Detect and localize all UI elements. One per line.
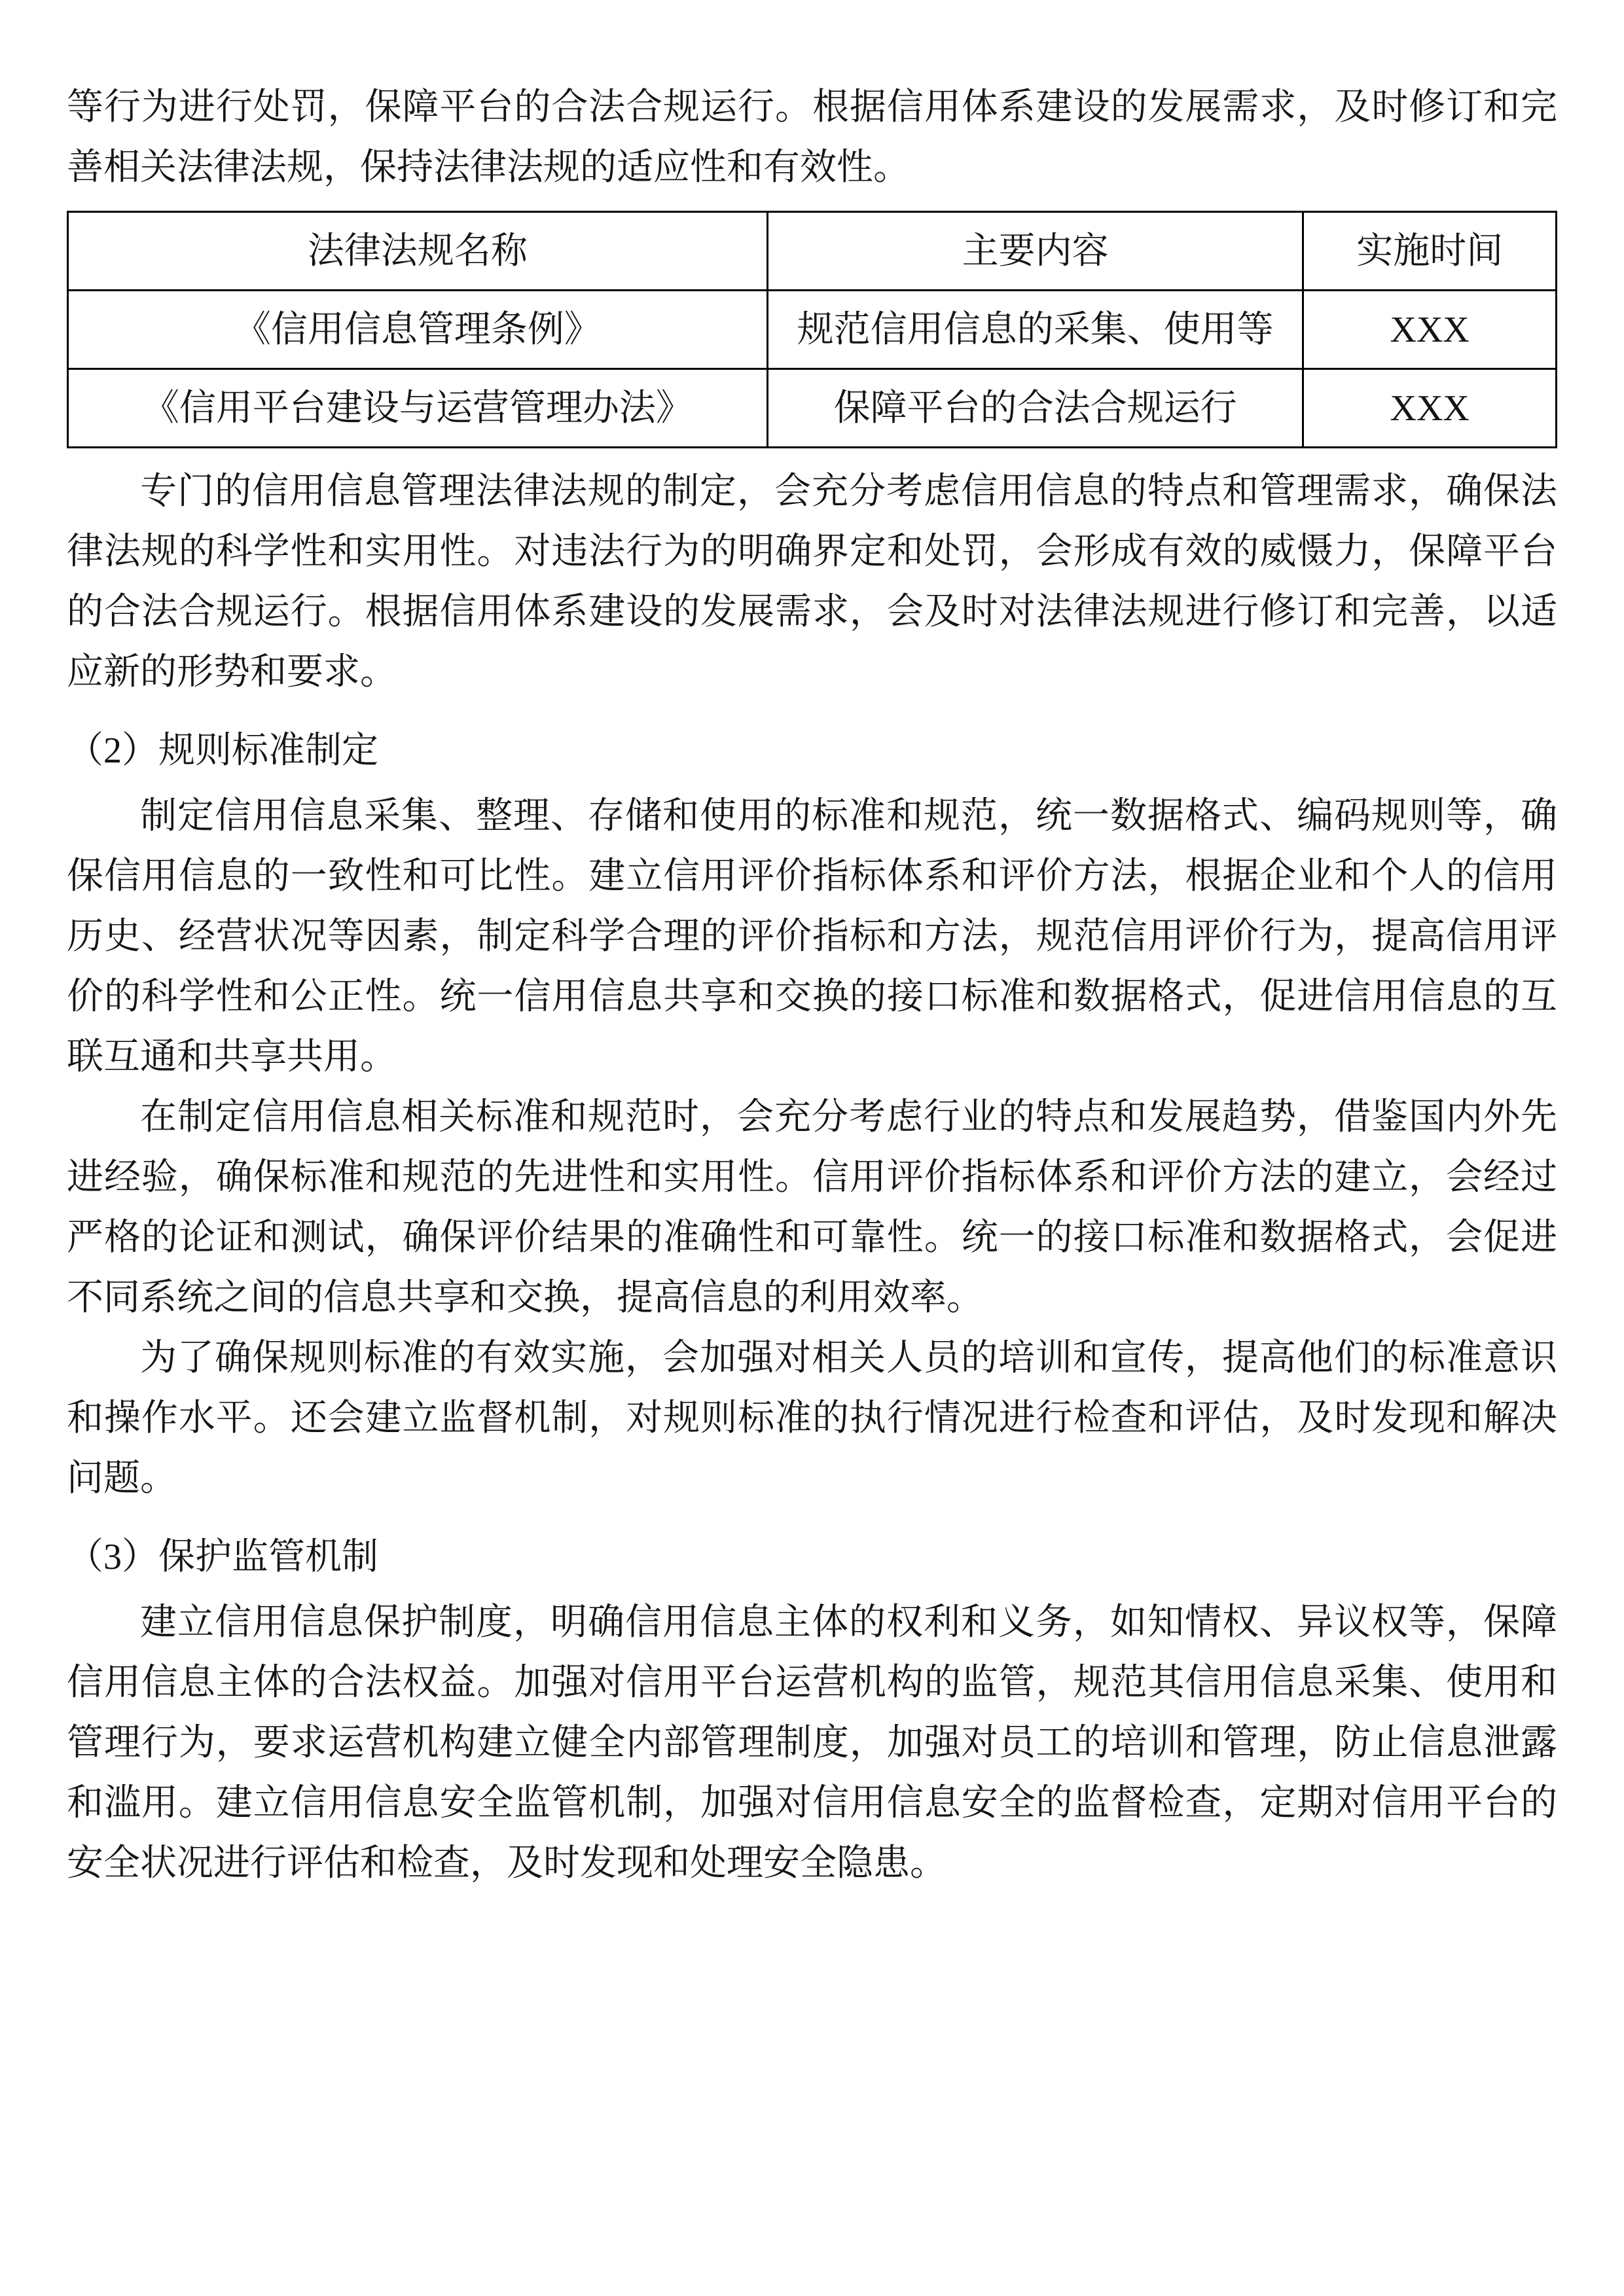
body-paragraph: 为了确保规则标准的有效实施，会加强对相关人员的培训和宣传，提高他们的标准意识和操作水平。还会建立监督机制，对规则标准的执行情况进行检查和评估，及时发现和解决问题。 xyxy=(67,1338,1557,1499)
table-cell-law-name: 《信用平台建设与运营管理办法》 xyxy=(68,369,768,448)
section-heading-rules-standards: （2）规则标准制定 xyxy=(67,730,378,771)
table-cell-implementation-time: XXX xyxy=(1303,369,1557,448)
table-header-law-name: 法律法规名称 xyxy=(68,212,768,291)
body-paragraph: 在制定信用信息相关标准和规范时，会充分考虑行业的特点和发展趋势，借鉴国内外先进经验，确保标准和规范的先进性和实用性。信用评价指标体系和评价方法的建立，会经过严格的论证和测试，确保评价结果的准确性和可靠性。统一的接口标准和数据格式，会促进不同系统之间的信息共享和交换，提高信息的利用效率。 xyxy=(67,1097,1557,1318)
section-heading-protection-supervision: （3）保护监管机制 xyxy=(67,1537,378,1577)
table-header-row xyxy=(68,212,1557,291)
table-row xyxy=(68,291,1557,369)
table-cell-main-content: 保障平台的合法合规运行 xyxy=(767,369,1303,448)
table-cell-main-content: 规范信用信息的采集、使用等 xyxy=(767,291,1303,369)
intro-continuation-paragraph: 等行为进行处罚，保障平台的合法合规运行。根据信用体系建设的发展需求，及时修订和完善相关法律法规，保持法律法规的适应性和有效性。 xyxy=(67,87,1557,188)
table-header-main-content: 主要内容 xyxy=(767,212,1303,291)
table-cell-implementation-time: XXX xyxy=(1303,291,1557,369)
analysis-paragraph: 专门的信用信息管理法律法规的制定，会充分考虑信用信息的特点和管理需求，确保法律法规的科学性和实用性。对违法行为的明确界定和处罚，会形成有效的威慑力，保障平台的合法合规运行。根据信用体系建设的发展需求，会及时对法律法规进行修订和完善，以适应新的形势和要求。 xyxy=(67,471,1557,692)
table-row xyxy=(68,369,1557,448)
body-paragraph: 建立信用信息保护制度，明确信用信息主体的权利和义务，如知情权、异议权等，保障信用信息主体的合法权益。加强对信用平台运营机构的监管，规范其信用信息采集、使用和管理行为，要求运营机构建立健全内部管理制度，加强对员工的培训和管理，防止信息泄露和滥用。建立信用信息安全监管机制，加强对信用信息安全的监督检查，定期对信用平台的安全状况进行评估和检查，及时发现和处理安全隐患。 xyxy=(67,1602,1557,1884)
laws-table xyxy=(67,211,1557,448)
table-header-implementation-time: 实施时间 xyxy=(1303,212,1557,291)
body-paragraph: 制定信用信息采集、整理、存储和使用的标准和规范，统一数据格式、编码规则等，确保信用信息的一致性和可比性。建立信用评价指标体系和评价方法，根据企业和个人的信用历史、经营状况等因素，制定科学合理的评价指标和方法，规范信用评价行为，提高信用评价的科学性和公正性。统一信用信息共享和交换的接口标准和数据格式，促进信用信息的互联互通和共享共用。 xyxy=(67,796,1557,1077)
table-cell-law-name: 《信用信息管理条例》 xyxy=(68,291,768,369)
